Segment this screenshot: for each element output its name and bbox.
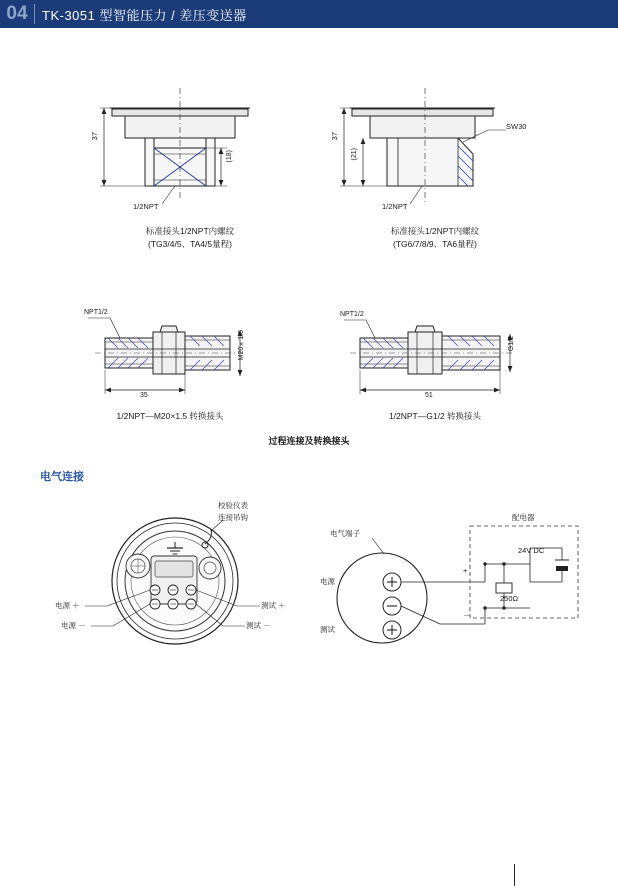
thread-label-half-npt-left: 1/2NPT — [133, 202, 159, 211]
label-test-right: 测试 — [320, 625, 335, 634]
caption-top-right-line2: (TG6/7/8/9、TA6量程) — [393, 239, 477, 249]
dimension-length-35: 35 — [140, 392, 148, 399]
page-header — [0, 0, 618, 28]
caption-top-left-line1: 标准接头1/2NPT内螺纹 — [145, 226, 235, 236]
figure-standard-connector-small-drawing — [90, 68, 290, 248]
label-power-plus-left: 电源 ＋ — [55, 601, 80, 610]
label-resistor-250ohm: 250Ω — [500, 594, 519, 603]
figure-standard-connector-large-drawing — [330, 68, 540, 248]
thread-label-g12: G1/2 — [508, 336, 515, 352]
label-supply-voltage: 24V DC — [518, 546, 545, 555]
label-calibration-hook-line2: 连接吊钩 — [218, 513, 248, 522]
label-test-minus-left: 测试 － — [246, 621, 271, 630]
figure-terminal-compartment — [55, 498, 305, 678]
page-number: 04 — [6, 3, 28, 24]
label-calibration-hook-line1: 校验仪表 — [218, 501, 248, 510]
thread-label-npt-half-right-adapter: NPT1/2 — [340, 311, 364, 318]
label-wire-plus: + — [463, 566, 468, 575]
label-power-right: 电源 — [320, 577, 335, 586]
label-power-minus-left: 电源 － — [61, 621, 86, 630]
figure-standard-connector-small — [90, 68, 290, 248]
caption-adapter-g12: 1/2NPT—G1/2 转换接头 — [388, 411, 482, 421]
thread-label-m20: M20×1.5 — [238, 330, 245, 361]
figure-terminal-compartment-drawing — [55, 498, 305, 678]
figure-wiring-diagram — [300, 498, 590, 678]
footer-mark — [514, 864, 515, 886]
dimension-length-51: 51 — [425, 392, 433, 399]
section-caption-process-connection: 过程连接及转换接头 — [268, 436, 350, 446]
dimension-height-37-right: 37 — [330, 132, 339, 141]
thread-label-npt-half-left-adapter: NPT1/2 — [84, 309, 108, 316]
figure-standard-connector-large — [330, 68, 540, 248]
caption-top-right-line1: 标准接头1/2NPT内螺纹 — [390, 226, 480, 236]
label-power-supply-box: 配电器 — [512, 513, 535, 522]
caption-adapter-m20: 1/2NPT—M20×1.5 转换接头 — [116, 411, 224, 421]
thread-label-half-npt-right: 1/2NPT — [382, 202, 408, 211]
caption-top-left-line2: (TG3/4/5、TA4/5量程) — [148, 239, 232, 249]
label-wire-minus: － — [463, 611, 471, 620]
dimension-height-37-left: 37 — [90, 132, 99, 141]
section-title-electrical: 电气连接 — [40, 471, 84, 483]
label-test-plus-left: 测试 ＋ — [261, 601, 286, 610]
wrench-size-label: SW30 — [506, 122, 527, 131]
dimension-inner-18: (18) — [226, 150, 233, 163]
page-content — [0, 28, 618, 873]
figure-wiring-diagram-drawing — [300, 498, 590, 678]
figure-adapter-g12 — [330, 278, 540, 423]
header-divider — [34, 4, 35, 24]
dimension-inner-21: (21) — [351, 148, 358, 161]
page-title: TK-3051 型智能压力 / 差压变送器 — [42, 7, 247, 23]
label-electrical-terminal: 电气端子 — [330, 529, 360, 538]
figure-adapter-m20 — [70, 278, 270, 423]
